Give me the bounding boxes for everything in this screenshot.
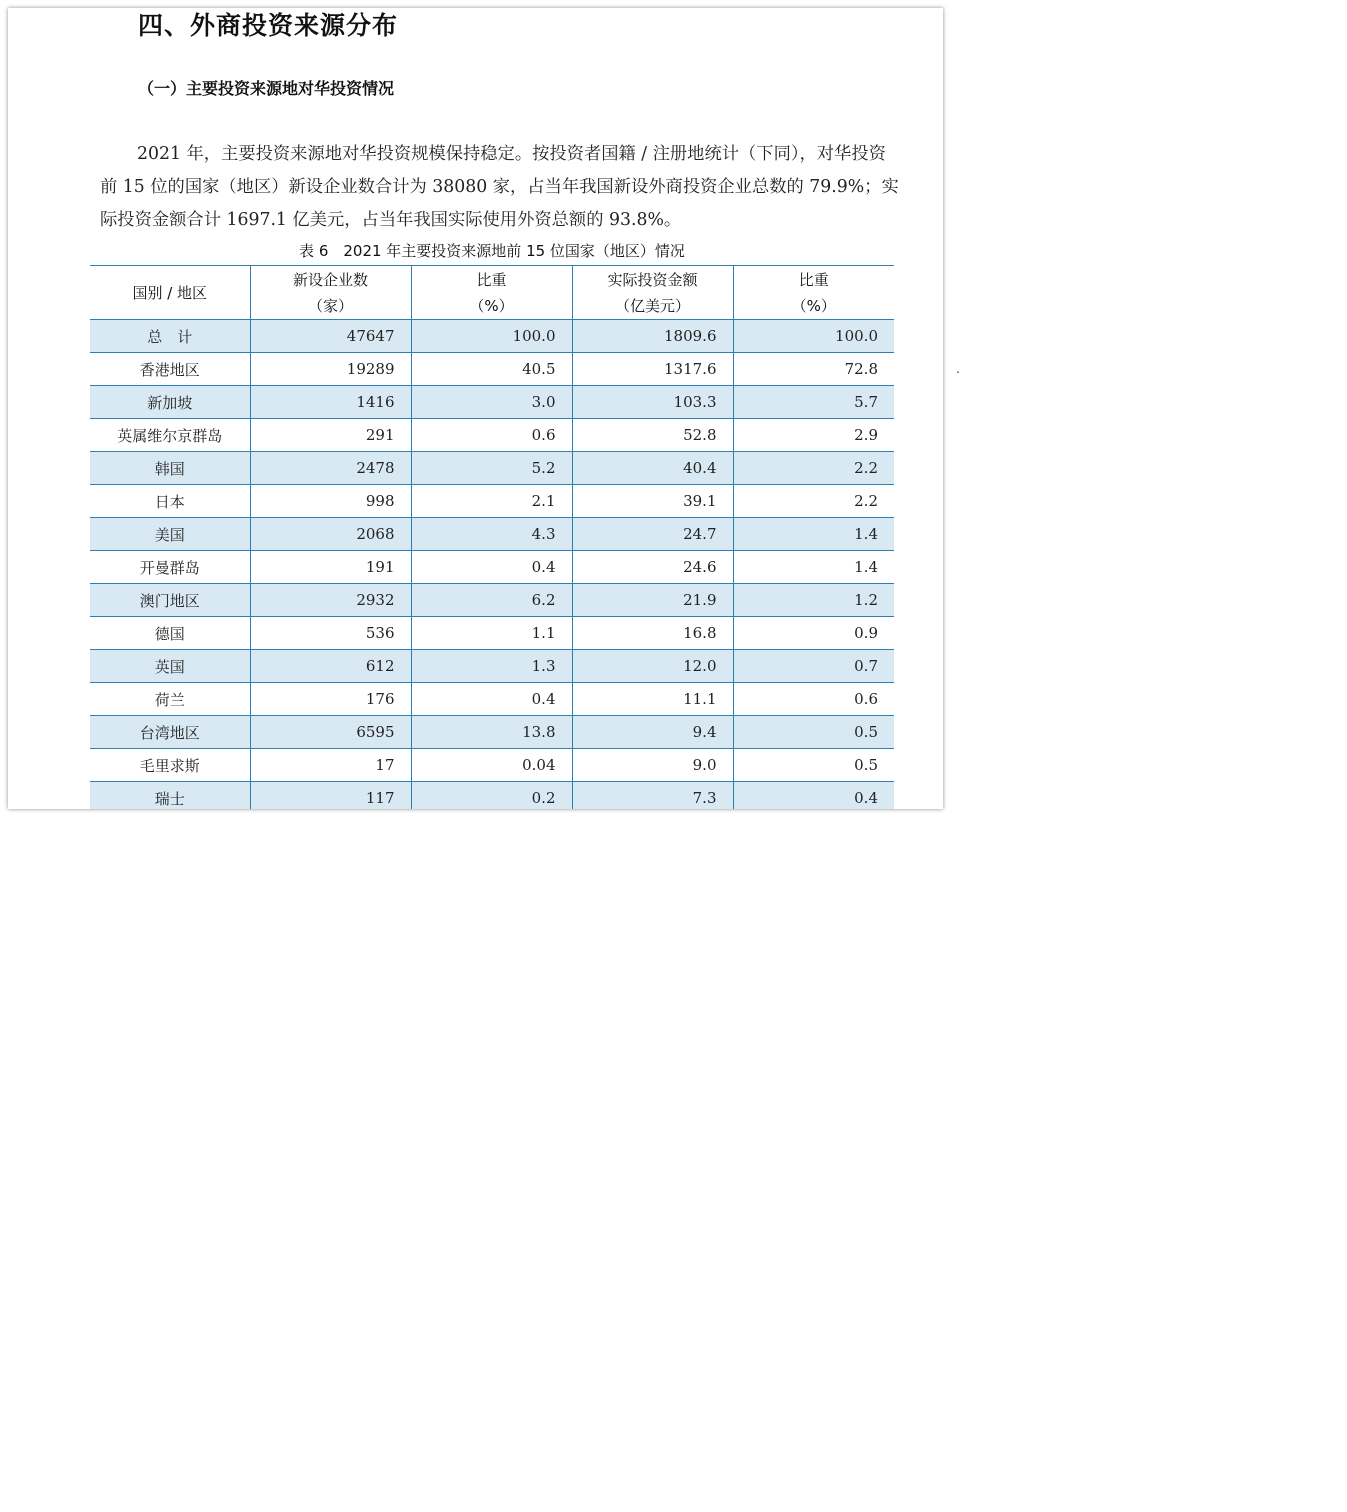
cell-investment: 11.1: [572, 683, 733, 716]
cell-new-firms: 998: [250, 485, 411, 518]
cell-firm-share: 13.8: [411, 716, 572, 749]
cell-investment-share: 0.9: [733, 617, 894, 650]
header-firm-share: [411, 266, 572, 320]
table-header-row: [90, 266, 894, 320]
cell-region: 毛里求斯: [90, 749, 250, 782]
cell-investment-share: 0.5: [733, 716, 894, 749]
cell-firm-share: 0.04: [411, 749, 572, 782]
cell-new-firms: 6595: [250, 716, 411, 749]
cell-investment-share: 2.9: [733, 419, 894, 452]
header-unit: （%）: [791, 296, 836, 315]
cell-investment-share: 1.4: [733, 551, 894, 584]
cell-investment: 103.3: [572, 386, 733, 419]
header-unit: （家）: [307, 296, 353, 315]
cell-firm-share: 5.2: [411, 452, 572, 485]
cell-region: 荷兰: [90, 683, 250, 716]
cell-new-firms: 47647: [250, 320, 411, 353]
cell-investment: 21.9: [572, 584, 733, 617]
cell-firm-share: 0.4: [411, 551, 572, 584]
cell-investment-share: 0.4: [733, 782, 894, 810]
cell-region: 台湾地区: [90, 716, 250, 749]
cell-new-firms: 2932: [250, 584, 411, 617]
cell-investment: 52.8: [572, 419, 733, 452]
cell-region: 开曼群岛: [90, 551, 250, 584]
cell-region: 韩国: [90, 452, 250, 485]
cell-investment: 24.6: [572, 551, 733, 584]
cell-investment-share: 5.7: [733, 386, 894, 419]
cell-firm-share: 0.2: [411, 782, 572, 810]
stray-mark: .: [956, 362, 960, 376]
table-row: [90, 320, 894, 353]
table-row: [90, 419, 894, 452]
cell-investment: 16.8: [572, 617, 733, 650]
cell-investment-share: 1.4: [733, 518, 894, 551]
cell-new-firms: 612: [250, 650, 411, 683]
table-row: [90, 617, 894, 650]
cell-firm-share: 3.0: [411, 386, 572, 419]
cell-region: 总 计: [90, 320, 250, 353]
header-label: 实际投资金额: [607, 270, 698, 289]
header-label: 国别 / 地区: [132, 283, 208, 302]
subsection-title: （一）主要投资来源地对华投资情况: [138, 79, 395, 98]
cell-new-firms: 291: [250, 419, 411, 452]
cell-region: 英属维尔京群岛: [90, 419, 250, 452]
table-row: [90, 551, 894, 584]
cell-investment: 24.7: [572, 518, 733, 551]
table-row: [90, 716, 894, 749]
section-title: 四、外商投资来源分布: [138, 11, 399, 40]
table-row: [90, 584, 894, 617]
cell-region: 澳门地区: [90, 584, 250, 617]
header-investment: [572, 266, 733, 320]
header-region: [90, 266, 250, 320]
cell-region: 日本: [90, 485, 250, 518]
table-header: [90, 266, 894, 320]
header-label: 新设企业数: [292, 270, 368, 289]
header-unit: （亿美元）: [614, 296, 690, 315]
cell-investment: 9.0: [572, 749, 733, 782]
table-row: [90, 749, 894, 782]
cell-investment: 1317.6: [572, 353, 733, 386]
table-caption: 表 6 2021 年主要投资来源地前 15 位国家（地区）情况: [299, 242, 685, 260]
cell-investment-share: 2.2: [733, 485, 894, 518]
table-row: [90, 353, 894, 386]
cell-investment: 7.3: [572, 782, 733, 810]
cell-new-firms: 191: [250, 551, 411, 584]
cell-region: 德国: [90, 617, 250, 650]
cell-region: 新加坡: [90, 386, 250, 419]
cell-investment-share: 0.5: [733, 749, 894, 782]
header-new-firms: [250, 266, 411, 320]
cell-new-firms: 19289: [250, 353, 411, 386]
cell-region: 瑞士: [90, 782, 250, 810]
header-label: 比重: [476, 270, 507, 289]
cell-firm-share: 4.3: [411, 518, 572, 551]
cell-firm-share: 1.1: [411, 617, 572, 650]
cell-new-firms: 176: [250, 683, 411, 716]
table-body: [90, 320, 894, 810]
cell-region: 英国: [90, 650, 250, 683]
body-paragraph: 2021 年，主要投资来源地对华投资规模保持稳定。按投资者国籍 / 注册地统计（下同），对华投资前 15 位的国家（地区）新设企业数合计为 38080 家，占当年我国新设外商投资企业总数的 79.9%；实际投资金额合计 1697.1 亿美元，占当年我国实际使用外资总额的 93.8%。: [100, 144, 899, 230]
cell-region: 香港地区: [90, 353, 250, 386]
cell-investment-share: 100.0: [733, 320, 894, 353]
cell-investment: 40.4: [572, 452, 733, 485]
table-row: [90, 485, 894, 518]
cell-new-firms: 117: [250, 782, 411, 810]
table-row: [90, 518, 894, 551]
document-page: [8, 8, 943, 809]
header-label: 比重: [798, 270, 829, 289]
cell-investment-share: 1.2: [733, 584, 894, 617]
header-unit: （%）: [469, 296, 514, 315]
table-row: [90, 452, 894, 485]
cell-region: 美国: [90, 518, 250, 551]
investment-source-table: [90, 265, 894, 809]
cell-investment-share: 0.6: [733, 683, 894, 716]
table-row: [90, 683, 894, 716]
cell-new-firms: 2478: [250, 452, 411, 485]
table-row: [90, 386, 894, 419]
cell-firm-share: 100.0: [411, 320, 572, 353]
cell-firm-share: 1.3: [411, 650, 572, 683]
cell-investment-share: 0.7: [733, 650, 894, 683]
cell-firm-share: 0.6: [411, 419, 572, 452]
cell-firm-share: 6.2: [411, 584, 572, 617]
cell-investment-share: 2.2: [733, 452, 894, 485]
header-investment-share: [733, 266, 894, 320]
cell-investment: 39.1: [572, 485, 733, 518]
cell-firm-share: 0.4: [411, 683, 572, 716]
cell-new-firms: 2068: [250, 518, 411, 551]
cell-investment: 9.4: [572, 716, 733, 749]
table-row: [90, 650, 894, 683]
cell-new-firms: 536: [250, 617, 411, 650]
cell-new-firms: 17: [250, 749, 411, 782]
cell-new-firms: 1416: [250, 386, 411, 419]
table-row: [90, 782, 894, 810]
cell-firm-share: 40.5: [411, 353, 572, 386]
cell-investment: 12.0: [572, 650, 733, 683]
cell-investment: 1809.6: [572, 320, 733, 353]
cell-investment-share: 72.8: [733, 353, 894, 386]
cell-firm-share: 2.1: [411, 485, 572, 518]
